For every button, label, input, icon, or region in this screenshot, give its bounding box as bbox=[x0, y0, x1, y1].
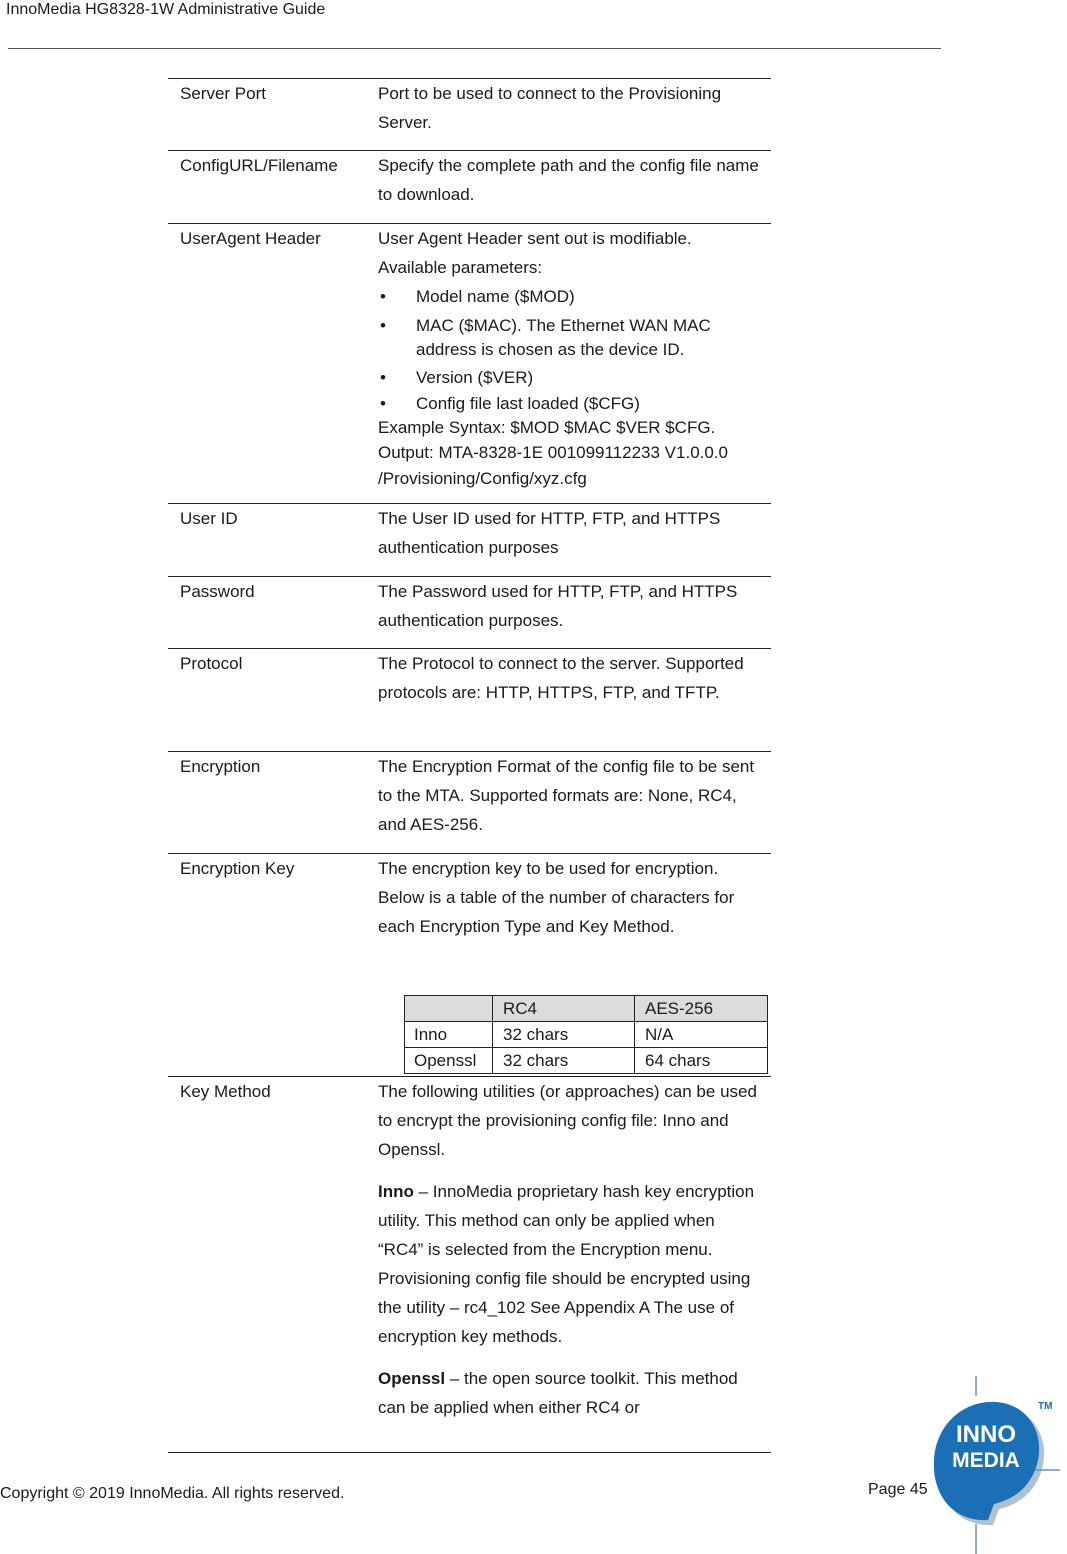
table-row bbox=[168, 224, 771, 504]
table-row bbox=[405, 1048, 768, 1074]
table-cell: 64 chars bbox=[635, 1048, 768, 1074]
inno-text: – InnoMedia proprietary hash key encryption utility. This method can only be applied when “RC4” is selected from the Encryption menu. Provisioning config file should be encrypted using the utility – rc4_102 See Appendix A The use of encryption key methods. bbox=[378, 1182, 755, 1346]
logo-line1: INNO bbox=[956, 1421, 1016, 1448]
row-label: UserAgent Header bbox=[180, 229, 321, 248]
table-cell bbox=[405, 996, 493, 1022]
openssl-text: – the open source toolkit. This method can be applied when either RC4 or bbox=[378, 1369, 738, 1417]
row-label: ConfigURL/Filename bbox=[180, 156, 338, 175]
table-row bbox=[168, 79, 771, 151]
table-row bbox=[168, 1077, 771, 1453]
table-row bbox=[168, 649, 771, 752]
list-item: • MAC ($MAC). The Ethernet WAN MAC address is chosen as the device ID. bbox=[380, 316, 711, 359]
footer-page-number: Page 45 bbox=[868, 1481, 928, 1498]
table-row bbox=[168, 504, 771, 577]
row-description: The User ID used for HTTP, FTP, and HTTPS authentication purposes bbox=[378, 509, 721, 557]
footer-copyright: Copyright © 2019 InnoMedia. All rights reserved. bbox=[0, 1485, 345, 1502]
row-label: Protocol bbox=[180, 654, 243, 673]
row-description: Port to be used to connect to the Provisioning Server. bbox=[378, 84, 722, 132]
row-description bbox=[378, 1077, 763, 1422]
openssl-term: Openssl bbox=[378, 1369, 446, 1388]
logo-tm: TM bbox=[1038, 1401, 1053, 1412]
list-item: • Model name ($MOD) bbox=[380, 287, 575, 306]
table-cell: RC4 bbox=[493, 996, 635, 1022]
row-label: Server Port bbox=[180, 84, 266, 103]
settings-table bbox=[168, 78, 771, 1453]
table-cell: 32 chars bbox=[493, 1048, 635, 1074]
useragent-intro: User Agent Header sent out is modifiable. Available parameters: bbox=[378, 229, 692, 277]
row-description: The Protocol to connect to the server. Supported protocols are: HTTP, HTTPS, FTP, and TFTP. bbox=[378, 654, 744, 702]
table-row bbox=[168, 577, 771, 649]
row-label: User ID bbox=[180, 509, 238, 528]
row-label: Password bbox=[180, 582, 255, 601]
row-description: Specify the complete path and the config file name to download. bbox=[378, 156, 759, 204]
list-item: • Version ($VER) bbox=[380, 368, 534, 387]
table-row bbox=[168, 854, 771, 1077]
example-output: Output: MTA-8328-1E 001099112233 V1.0.0.0 /Provisioning/Config/xyz.cfg bbox=[378, 443, 729, 488]
row-label: Encryption Key bbox=[180, 859, 295, 878]
inno-term: Inno bbox=[378, 1182, 414, 1201]
table-row bbox=[168, 151, 771, 224]
table-cell: AES-256 bbox=[635, 996, 768, 1022]
row-label: Encryption bbox=[180, 757, 261, 776]
row-description bbox=[378, 224, 763, 492]
row-description: The encryption key to be used for encryption. Below is a table of the number of characters for each Encryption Type and Key Method. bbox=[378, 859, 735, 936]
list-item: • Config file last loaded ($CFG) bbox=[380, 394, 640, 413]
bullet-text: Config file last loaded ($CFG) bbox=[416, 394, 640, 413]
table-row bbox=[168, 752, 771, 854]
table-cell: Inno bbox=[405, 1022, 493, 1048]
header-title: InnoMedia HG8328-1W Administrative Guide bbox=[6, 1, 326, 18]
example-syntax: Example Syntax: $MOD $MAC $VER $CFG. bbox=[378, 418, 716, 437]
row-description: The Password used for HTTP, FTP, and HTTPS authentication purposes. bbox=[378, 582, 738, 630]
bullet-text: MAC ($MAC). The Ethernet WAN MAC address is chosen as the device ID. bbox=[416, 316, 711, 359]
table-cell: 32 chars bbox=[493, 1022, 635, 1048]
inno-paragraph bbox=[378, 1177, 763, 1351]
logo-line2: MEDIA bbox=[952, 1449, 1020, 1472]
bullet-text: Version ($VER) bbox=[416, 368, 534, 387]
table-cell: N/A bbox=[635, 1022, 768, 1048]
table-row bbox=[405, 1022, 768, 1048]
header-rule bbox=[8, 48, 941, 49]
key-length-table bbox=[404, 995, 768, 1074]
innomedia-logo bbox=[920, 1376, 1060, 1554]
table-row bbox=[405, 996, 768, 1022]
bullet-text: Model name ($MOD) bbox=[416, 287, 575, 306]
row-label: Key Method bbox=[180, 1082, 271, 1101]
openssl-paragraph bbox=[378, 1364, 763, 1422]
row-description: The Encryption Format of the config file to be sent to the MTA. Supported formats are: None, RC4, and AES-256. bbox=[378, 757, 755, 834]
keymethod-intro: The following utilities (or approaches) can be used to encrypt the provisioning config file: Inno and Openssl. bbox=[378, 1082, 757, 1159]
table-cell: Openssl bbox=[405, 1048, 493, 1074]
